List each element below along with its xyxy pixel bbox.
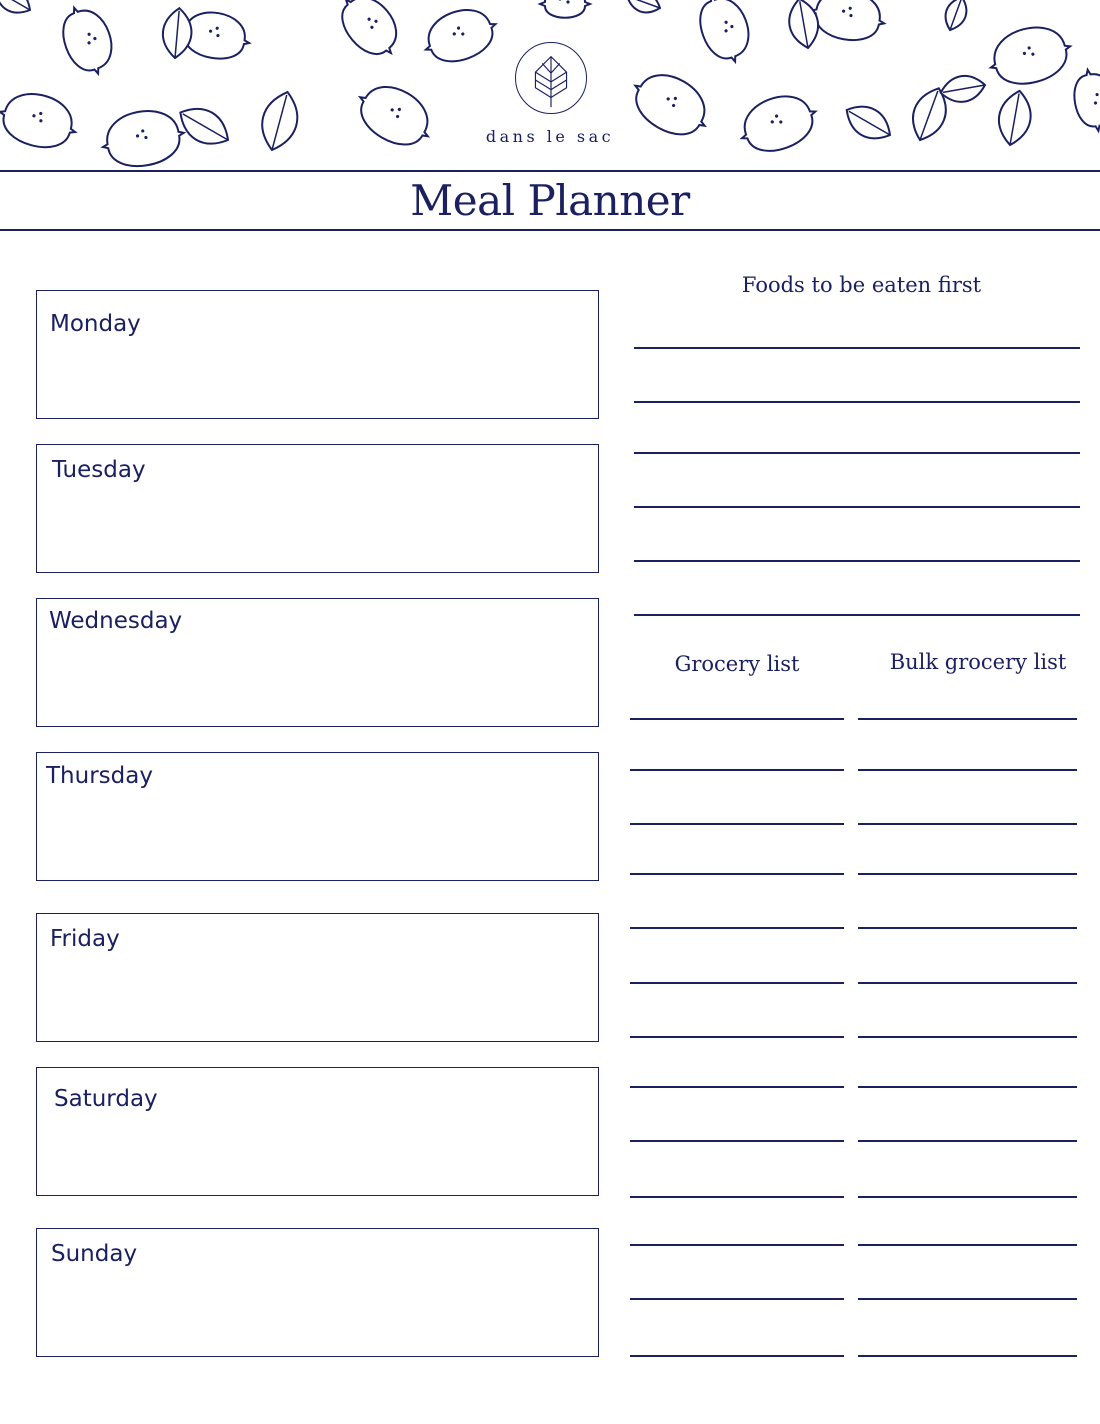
grocery-list-line[interactable] — [630, 1244, 844, 1246]
lemon-icon — [984, 19, 1077, 93]
bulk-grocery-list-line[interactable] — [858, 1244, 1077, 1246]
foods-first-line[interactable] — [634, 347, 1080, 349]
foods-first-line[interactable] — [634, 614, 1080, 616]
grocery-list-line[interactable] — [630, 982, 844, 984]
foods-first-line[interactable] — [634, 506, 1080, 508]
brand-name: dans le sac — [485, 127, 615, 146]
lemon-icon — [0, 86, 82, 156]
day-box-sunday[interactable] — [36, 1228, 599, 1357]
grocery-list-line[interactable] — [630, 1086, 844, 1088]
day-box-thursday[interactable] — [36, 752, 599, 881]
lemon-icon — [330, 0, 410, 67]
leaf-icon — [938, 72, 987, 105]
leaf-logo-icon — [515, 42, 587, 114]
grocery-list-line[interactable] — [630, 1036, 844, 1038]
leaf-icon — [624, 0, 664, 17]
leaf-icon — [173, 99, 236, 154]
day-label: Friday — [50, 926, 120, 952]
lemon-icon — [348, 74, 441, 157]
day-label: Sunday — [51, 1241, 138, 1267]
day-label: Wednesday — [49, 608, 183, 634]
leaf-icon — [255, 88, 304, 155]
leaf-icon — [0, 0, 36, 20]
bulk-grocery-list-line[interactable] — [858, 1036, 1077, 1038]
grocery-list-line[interactable] — [630, 1196, 844, 1198]
foods-first-line[interactable] — [634, 560, 1080, 562]
foods-first-line[interactable] — [634, 401, 1080, 403]
bulk-grocery-list-line[interactable] — [858, 769, 1077, 771]
bulk-grocery-list-line[interactable] — [858, 1086, 1077, 1088]
grocery-list-line[interactable] — [630, 823, 844, 825]
day-box-monday[interactable] — [36, 290, 599, 419]
day-label: Tuesday — [52, 457, 146, 483]
bulk-grocery-list-line[interactable] — [858, 1355, 1077, 1357]
foods-first-line[interactable] — [634, 452, 1080, 454]
lemon-icon — [540, 0, 590, 18]
lemon-icon — [807, 0, 888, 46]
day-box-wednesday[interactable] — [36, 598, 599, 727]
leaf-icon — [840, 98, 898, 148]
lemon-icon — [1070, 66, 1100, 134]
title-bottom-rule — [0, 229, 1100, 231]
page-title: Meal Planner — [410, 176, 690, 225]
foods-first-title: Foods to be eaten first — [741, 273, 982, 297]
bulk-grocery-list-title: Bulk grocery list — [889, 650, 1067, 674]
day-label: Thursday — [46, 763, 153, 789]
grocery-list-line[interactable] — [630, 1140, 844, 1142]
grocery-list-line[interactable] — [630, 1355, 844, 1357]
grocery-list-line[interactable] — [630, 769, 844, 771]
leaf-icon — [995, 88, 1035, 148]
bulk-grocery-list-line[interactable] — [858, 1140, 1077, 1142]
lemon-icon — [98, 105, 188, 172]
grocery-list-title: Grocery list — [674, 652, 800, 676]
title-top-rule — [0, 170, 1100, 172]
lemon-icon — [733, 86, 824, 161]
bulk-grocery-list-line[interactable] — [858, 982, 1077, 984]
day-label: Saturday — [54, 1086, 158, 1112]
lemon-icon — [691, 0, 757, 69]
grocery-list-line[interactable] — [630, 1298, 844, 1300]
grocery-list-line[interactable] — [630, 718, 844, 720]
grocery-list-line[interactable] — [630, 927, 844, 929]
day-box-friday[interactable] — [36, 913, 599, 1042]
bulk-grocery-list-line[interactable] — [858, 718, 1077, 720]
grocery-list-line[interactable] — [630, 873, 844, 875]
bulk-grocery-list-line[interactable] — [858, 927, 1077, 929]
bulk-grocery-list-line[interactable] — [858, 1196, 1077, 1198]
bulk-grocery-list-line[interactable] — [858, 823, 1077, 825]
day-label: Monday — [50, 311, 141, 337]
leaf-icon — [941, 0, 972, 33]
leaf-icon — [161, 7, 194, 59]
lemon-icon — [54, 0, 120, 81]
day-box-saturday[interactable] — [36, 1067, 599, 1196]
bulk-grocery-list-line[interactable] — [858, 873, 1077, 875]
lemon-icon — [417, 0, 503, 71]
day-box-tuesday[interactable] — [36, 444, 599, 573]
bulk-grocery-list-line[interactable] — [858, 1298, 1077, 1300]
